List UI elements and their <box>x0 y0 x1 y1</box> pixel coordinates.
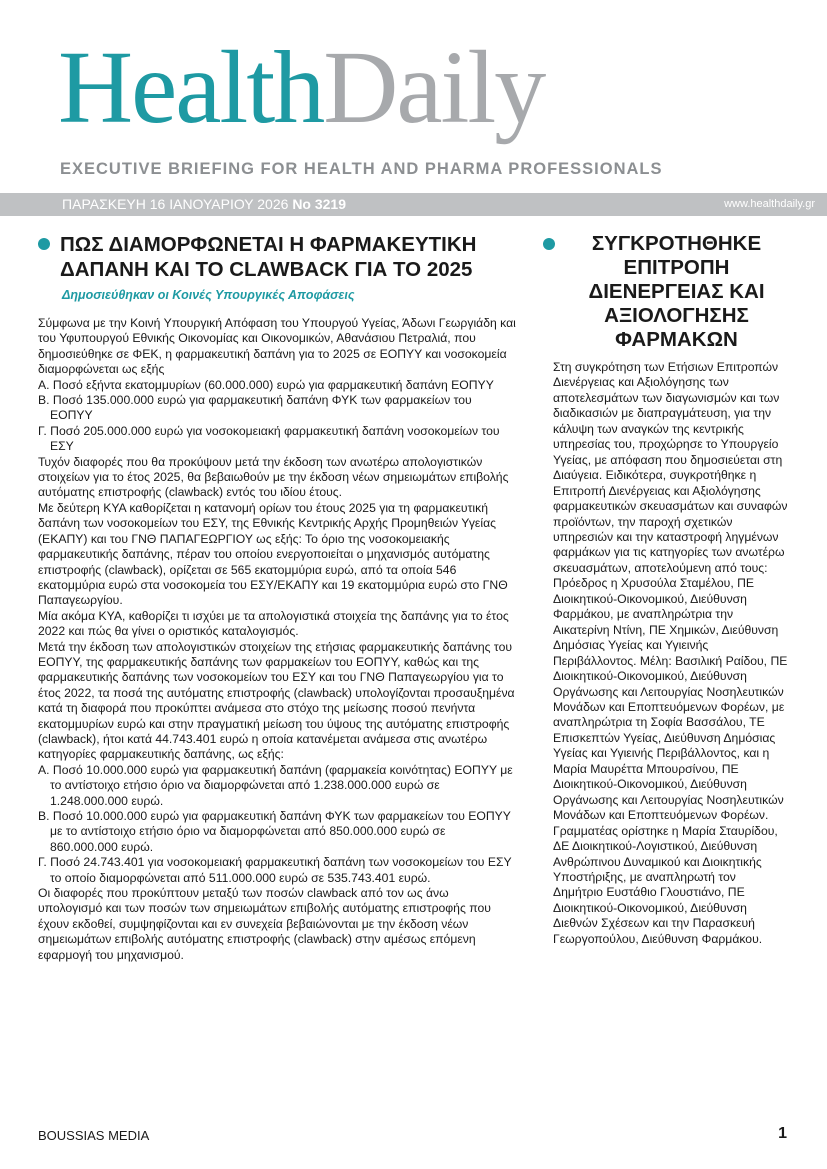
issue-number: No 3219 <box>292 196 347 212</box>
left-article <box>38 232 516 963</box>
right-article <box>543 232 788 947</box>
paragraph: Οι διαφορές που προκύπτουν μεταξύ των ποσών clawback από τον ως άνω υπολογισμό και των ποσών των σημειωμάτων επιβολής αυτόματης επιστροφής που έχουν εκδοθεί, συμψηφίζονται και εν συνεχεία βεβαιώνονται με την έκδοση νέων σημειωμάτων επιβολής αυτόματης επιστροφής (clawback) στην αμέσως επόμενη εφαρμογή του μηχανισμού. <box>38 886 491 962</box>
date-bar <box>0 193 827 216</box>
list-item: Β. Ποσό 10.000.000 ευρώ για φαρμακευτική δαπάνη ΦΥΚ των φαρμακείων του ΕΟΠΥΥ με το αντίστοιχο ετήσιο όριο να διαμορφώνεται από 850.000.000 ευρώ σε 860.000.000 ευρώ. <box>38 809 511 854</box>
paragraph: Με δεύτερη ΚΥΑ καθορίζεται η κατανομή ορίων του έτους 2025 για τη φαρμακευτική δαπάνη των νοσοκομείων του ΕΣΥ, της Εθνικής Κεντρικής Αρχής Προμηθειών Υγείας (ΕΚΑΠΥ) και του ΓΝΘ ΠΑΠΑΓΕΩΡΓΙΟΥ ως εξής: Το όριο της νοσοκομειακής φαρμακευτικής δαπάνης, πέραν του οποίου ενεργοποιείται ο μηχανισμός αυτόματης επιστροφής (clawback), ορίζεται σε 565 εκατομμύρια ευρώ, από τα οποία 546 εκατομμύρια ευρώ στα νοσοκομεία του ΕΣΥ/ΕΚΑΠΥ και 19 εκατομμύρια ευρώ στο ΓΝΘ Παπαγεωργίου. <box>38 500 508 608</box>
issue-date-line <box>62 196 346 212</box>
page-number: 1 <box>778 1125 787 1142</box>
issue-date: ΠΑΡΑΣΚΕΥΗ 16 ΙΑΝΟΥΑΡΙΟΥ 2026 <box>62 196 289 212</box>
list-item: Γ. Ποσό 24.743.401 για νοσοκομειακή φαρμακευτική δαπάνη των νοσοκομείων του ΕΣΥ το οποίο διαμορφώνεται από 511.000.000 ευρώ σε 535.743.401 ευρώ. <box>38 855 512 885</box>
list-item: Α. Ποσό εξήντα εκατομμυρίων (60.000.000) ευρώ για φαρμακευτική δαπάνη ΕΟΠΥΥ <box>38 377 494 392</box>
right-article-body <box>543 360 788 947</box>
list-item: Γ. Ποσό 205.000.000 ευρώ για νοσοκομειακή φαρμακευτική δαπάνη νοσοκομείων του ΕΣΥ <box>38 423 500 454</box>
masthead <box>40 30 800 178</box>
tagline: EXECUTIVE BRIEFING FOR HEALTH AND PHARMA PROFESSIONALS <box>60 160 663 178</box>
paragraph: Σύμφωνα με την Κοινή Υπουργική Απόφαση του Υπουργού Υγείας, Άδωνι Γεωργιάδη και του Υφυπουργού Εθνικής Οικονομίας και Οικονομικών, Αθανάσιου Πετραλιά, που δημοσιεύθηκε σε ΦΕΚ, η φαρμακευτική δαπάνη για το 2025 σε ΕΟΠΥΥ και νοσοκομεία διαμορφώνεται ως εξής <box>38 316 516 377</box>
teal-bullet-icon <box>543 238 555 250</box>
logo-daily: Daily <box>323 30 545 145</box>
health-daily-logo[interactable] <box>58 30 545 145</box>
publisher-name: BOUSSIAS MEDIA <box>38 1128 150 1143</box>
teal-bullet-icon <box>38 238 50 250</box>
left-article-body <box>38 316 516 963</box>
list-item: Β. Ποσό 135.000.000 ευρώ για φαρμακευτική δαπάνη ΦΥΚ των φαρμακείων του ΕΟΠΥΥ <box>38 393 472 423</box>
logo-health: Health <box>58 30 324 145</box>
left-article-subtitle: Δημοσιεύθηκαν οι Κοινές Υπουργικές Αποφάσεις <box>62 288 355 302</box>
list-item: Α. Ποσό 10.000.000 ευρώ για φαρμακευτική δαπάνη (φαρμακεία κοινότητας) ΕΟΠΥΥ με το αντίστοιχο ετήσιο όριο να διαμορφώνεται από 1.238.000.000 ευρώ σε 1.248.000.000 ευρώ. <box>38 762 513 808</box>
paragraph: Μία ακόμα ΚΥΑ, καθορίζει τι ισχύει με τα απολογιστικά στοιχεία της δαπάνης για το έτος 2022 και πώς θα γίνει ο οριστικός καταλογισμός. <box>38 608 509 639</box>
left-article-headline: ΠΩΣ ΔΙΑΜΟΡΦΩΝΕΤΑΙ Η ΦΑΡΜΑΚΕΥΤΙΚΗ ΔΑΠΑΝΗ ΚΑΙ ΤΟ CLAWBACK ΓΙΑ ΤΟ 2025 <box>60 233 477 281</box>
paragraph: Μετά την έκδοση των απολογιστικών στοιχείων της ετήσιας φαρμακευτικής δαπάνης του ΕΟΠΥΥ, της φαρμακευτικής δαπάνης των φαρμακείων του ΕΟΠΥΥ, καθώς και της φαρμακευτικής δαπάνης των νοσοκομείων του ΕΣΥ και του ΓΝΘ Παπαγεωργίου για το έτος 2022, τα ποσά της αυτόματης επιστροφής (clawback) υπολογίζονται προσαυξημένα κατά τη διαφορά που προκύπτει ανάμεσα στο στόχο της μείωσης ποσού πενήντα εκατομμυρίων ευρώ και στην πραγματική μείωση του ύψους της αυτόματης επιστροφής (clawback), ήτοι κατά 44.743.401 ευρώ η οποία κατανέμεται ανάμεσα στις ανωτέρω κατηγορίες φαρμακευτικής δαπάνης, ως εξής: <box>38 639 515 762</box>
paragraph: Τυχόν διαφορές που θα προκύψουν μετά την έκδοση των ανωτέρω απολογιστικών στοιχείων για το έτος 2025, θα βεβαιωθούν με την έκδοση νέων σημειωμάτων επιβολής αυτόματης επιστροφής (clawback) εντός του ιδίου έτους. <box>38 454 509 500</box>
paragraph: Στη συγκρότηση των Ετήσιων Επιτροπών Διενέργειας και Αξιολόγησης των αποτελεσμάτων των διαγωνισμών και των διαδικασιών με διαπραγμάτευση, για την κάλυψη των αναγκών της κεντρικής υπηρεσίας του, προχώρησε το Υπουργείο Υγείας, με απόφαση που δημοσιεύεται στη Διαύγεια. Ειδικότερα, συγκροτήθηκε η Επιτροπή Διενέργειας και Αξιολόγησης φαρμακευτικών σκευασμάτων και συναφών προϊόντων, την παροχή σχετικών υπηρεσιών και την καταστροφή ληγμένων φαρμάκων για τις κατηγορίες των ανωτέρω σκευασμάτων, αποτελούμενη από τους: Πρόεδρος η Χρυσούλα Σταμέλου, ΠΕ Διοικητικού-Οικονομικού, Διεύθυνση Φαρμάκου, με αναπληρώτρια την Αικατερίνη Ντίνη, ΠΕ Χημικών, Διεύθυνση Δημόσιας Υγείας και Υγιεινής Περιβάλλοντος. Μέλη: Βασιλική Ραίδου, ΠΕ Διοικητικού-Οικονομικού, Διεύθυνση Οργάνωσης και Λειτουργίας Νοσηλευτικών Μονάδων και Εποπτευόμενων Φορέων, με αναπληρώτρια τη Σοφία Βασσάλου, ΤΕ Επισκεπτών Υγείας, Διεύθυνση Δημόσιας Υγείας και Υγιεινής Περιβάλλοντος, και η Μαρία Μαυρέττα Μπουρσίνου, ΠΕ Διοικητικού-Οικονομικού, Διεύθυνση Οργάνωσης και Λειτουργίας Νοσηλευτικών Μονάδων και Εποπτευόμενων Φορέων. Γραμματέας ορίστηκε η Μαρία Σταυρίδου, ΔΕ Διοικητικού-Λογιστικού, Διεύθυνση Ανθρώπινου Δυναμικού και Διοικητικής Υποστήριξης, με αναπληρωτή τον Δημήτριο Ευστάθιο Γλουστιάνο, ΠΕ Διοικητικού-Οικονομικού, Διεύθυνση Διεθνών Σχέσεων και την Παρασκευή Γεωργοπούλου, Διεύθυνση Φαρμάκου. <box>553 360 788 946</box>
right-article-headline: ΣΥΓΚΡΟΤΗΘΗΚΕ ΕΠΙΤΡΟΠΗ ΔΙΕΝΕΡΓΕΙΑΣ ΚΑΙ ΑΞΙΟΛΟΓΗΣΗΣ ΦΑΡΜΑΚΩΝ <box>588 232 765 351</box>
website-link[interactable]: www.healthdaily.gr <box>724 198 815 210</box>
